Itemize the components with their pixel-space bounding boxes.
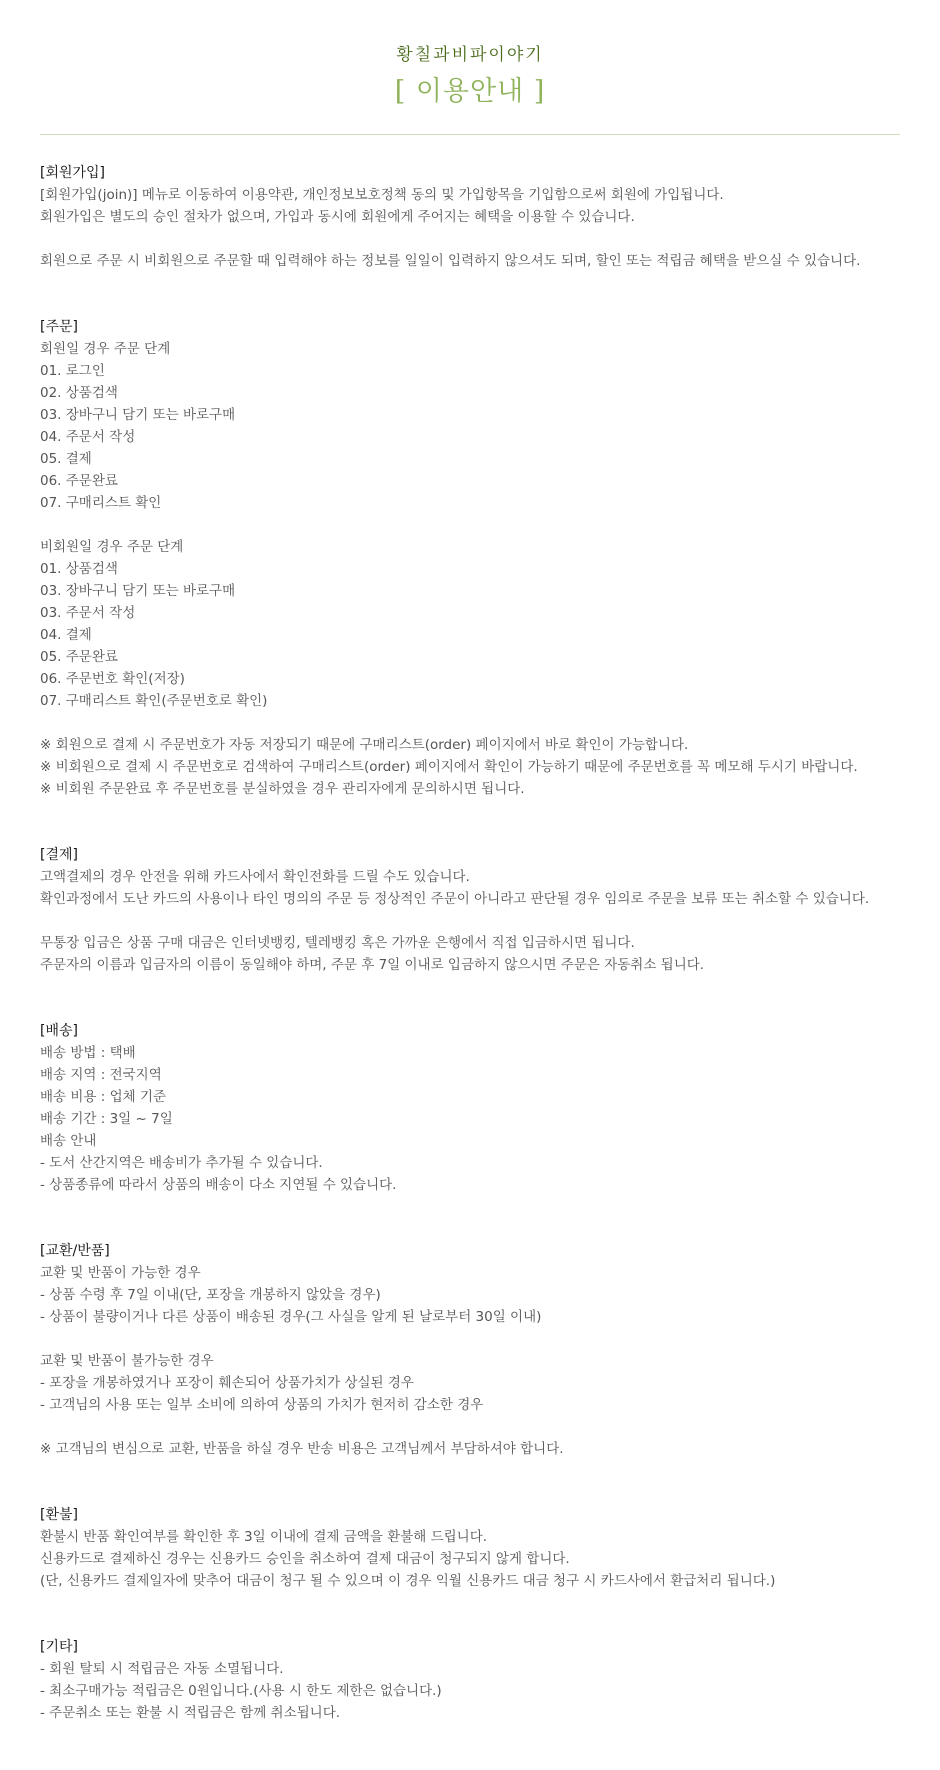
text-line: 03. 장바구니 담기 또는 바로구매	[40, 407, 236, 423]
text-line: 04. 주문서 작성	[40, 429, 136, 445]
text-line: 회원일 경우 주문 단계	[40, 341, 171, 357]
text-line: - 상품이 불량이거나 다른 상품이 배송된 경우(그 사실을 알게 된 날로부터 30일 이내)	[40, 1309, 542, 1325]
text-line: 비회원일 경우 주문 단계	[40, 539, 184, 555]
text-line: 회원으로 주문 시 비회원으로 주문할 때 입력해야 하는 정보를 일일이 입력하지 않으셔도 되며, 할인 또는 적립금 혜택을 받으실 수 있습니다.	[40, 253, 861, 269]
page-title: [ 이용안내 ]	[394, 76, 546, 107]
section-title: [교환/반품]	[40, 1243, 110, 1259]
section-order	[40, 316, 900, 800]
section-etc	[40, 1636, 900, 1724]
text-line: 배송 비용 : 업체 기준	[40, 1089, 167, 1105]
text-line: 05. 결제	[40, 451, 92, 467]
section-payment	[40, 844, 900, 976]
text-line: 03. 장바구니 담기 또는 바로구매	[40, 583, 236, 599]
section-title: [배송]	[40, 1023, 78, 1039]
text-line: 무통장 입금은 상품 구매 대금은 인터넷뱅킹, 텔레뱅킹 혹은 가까운 은행에서 직접 입금하시면 됩니다.	[40, 935, 635, 951]
text-line: 주문자의 이름과 입금자의 이름이 동일해야 하며, 주문 후 7일 이내로 입금하지 않으시면 주문은 자동취소 됩니다.	[40, 957, 705, 973]
text-line: - 회원 탈퇴 시 적립금은 자동 소멸됩니다.	[40, 1661, 284, 1677]
section-exchange	[40, 1240, 900, 1460]
text-line: 교환 및 반품이 불가능한 경우	[40, 1353, 214, 1369]
text-line: 04. 결제	[40, 627, 92, 643]
section-title: [결제]	[40, 847, 78, 863]
section-title: [회원가입]	[40, 165, 106, 181]
text-line: 고액결제의 경우 안전을 위해 카드사에서 확인전화를 드릴 수도 있습니다.	[40, 869, 470, 885]
section-membership	[40, 162, 900, 272]
text-line: - 최소구매가능 적립금은 0원입니다.(사용 시 한도 제한은 없습니다.)	[40, 1683, 442, 1699]
text-line: 배송 안내	[40, 1133, 97, 1149]
text-line: 06. 주문완료	[40, 473, 118, 489]
paragraph-gap	[40, 910, 900, 932]
text-line: 07. 구매리스트 확인(주문번호로 확인)	[40, 693, 268, 709]
header-divider	[40, 134, 900, 135]
text-line: - 도서 산간지역은 배송비가 추가될 수 있습니다.	[40, 1155, 323, 1171]
paragraph-gap	[40, 228, 900, 250]
text-line: ※ 회원으로 결제 시 주문번호가 자동 저장되기 때문에 구매리스트(order) 페이지에서 바로 확인이 가능합니다.	[40, 737, 689, 753]
text-line: 회원가입은 별도의 승인 절차가 없으며, 가입과 동시에 회원에게 주어지는 혜택을 이용할 수 있습니다.	[40, 209, 635, 225]
text-line: 01. 로그인	[40, 363, 105, 379]
text-line: (단, 신용카드 결제일자에 맞추어 대금이 청구 될 수 있으며 이 경우 익월 신용카드 대금 청구 시 카드사에서 환급처리 됩니다.)	[40, 1573, 776, 1589]
text-line: - 상품종류에 따라서 상품의 배송이 다소 지연될 수 있습니다.	[40, 1177, 397, 1193]
paragraph-gap	[40, 514, 900, 536]
text-line: [회원가입(join)] 메뉴로 이동하여 이용약관, 개인정보보호정책 동의 및 가입항목을 기입함으로써 회원에 가입됩니다.	[40, 187, 724, 203]
text-line: - 포장을 개봉하였거나 포장이 훼손되어 상품가치가 상실된 경우	[40, 1375, 414, 1391]
section-refund	[40, 1504, 900, 1592]
text-line: 03. 주문서 작성	[40, 605, 136, 621]
text-line: 01. 상품검색	[40, 561, 118, 577]
text-line: ※ 고객님의 변심으로 교환, 반품을 하실 경우 반송 비용은 고객님께서 부담하셔야 합니다.	[40, 1441, 564, 1457]
text-line: 교환 및 반품이 가능한 경우	[40, 1265, 201, 1281]
text-line: ※ 비회원으로 결제 시 주문번호로 검색하여 구매리스트(order) 페이지에서 확인이 가능하기 때문에 주문번호를 꼭 메모해 두시기 바랍니다.	[40, 759, 858, 775]
section-shipping	[40, 1020, 900, 1196]
text-line: 05. 주문완료	[40, 649, 118, 665]
page-header	[0, 0, 940, 112]
brand-name: 황칠과비파이야기	[396, 45, 544, 65]
guide-content	[0, 162, 940, 1724]
text-line: 02. 상품검색	[40, 385, 118, 401]
text-line: - 주문취소 또는 환불 시 적립금은 함께 취소됩니다.	[40, 1705, 341, 1721]
text-line: ※ 비회원 주문완료 후 주문번호를 분실하였을 경우 관리자에게 문의하시면 됩니다.	[40, 781, 525, 797]
text-line: 배송 기간 : 3일 ~ 7일	[40, 1111, 173, 1127]
paragraph-gap	[40, 1416, 900, 1438]
text-line: - 고객님의 사용 또는 일부 소비에 의하여 상품의 가치가 현저히 감소한 경우	[40, 1397, 484, 1413]
paragraph-gap	[40, 1328, 900, 1350]
section-title: [기타]	[40, 1639, 78, 1655]
section-title: [환불]	[40, 1507, 78, 1523]
text-line: 06. 주문번호 확인(저장)	[40, 671, 185, 687]
text-line: 확인과정에서 도난 카드의 사용이나 타인 명의의 주문 등 정상적인 주문이 아니라고 판단될 경우 임의로 주문을 보류 또는 취소할 수 있습니다.	[40, 891, 870, 907]
text-line: - 상품 수령 후 7일 이내(단, 포장을 개봉하지 않았을 경우)	[40, 1287, 381, 1303]
paragraph-gap	[40, 712, 900, 734]
text-line: 환불시 반품 확인여부를 확인한 후 3일 이내에 결제 금액을 환불해 드립니다.	[40, 1529, 488, 1545]
text-line: 배송 방법 : 택배	[40, 1045, 136, 1061]
text-line: 신용카드로 결제하신 경우는 신용카드 승인을 취소하여 결제 대금이 청구되지 않게 합니다.	[40, 1551, 570, 1567]
text-line: 07. 구매리스트 확인	[40, 495, 162, 511]
section-title: [주문]	[40, 319, 78, 335]
text-line: 배송 지역 : 전국지역	[40, 1067, 162, 1083]
